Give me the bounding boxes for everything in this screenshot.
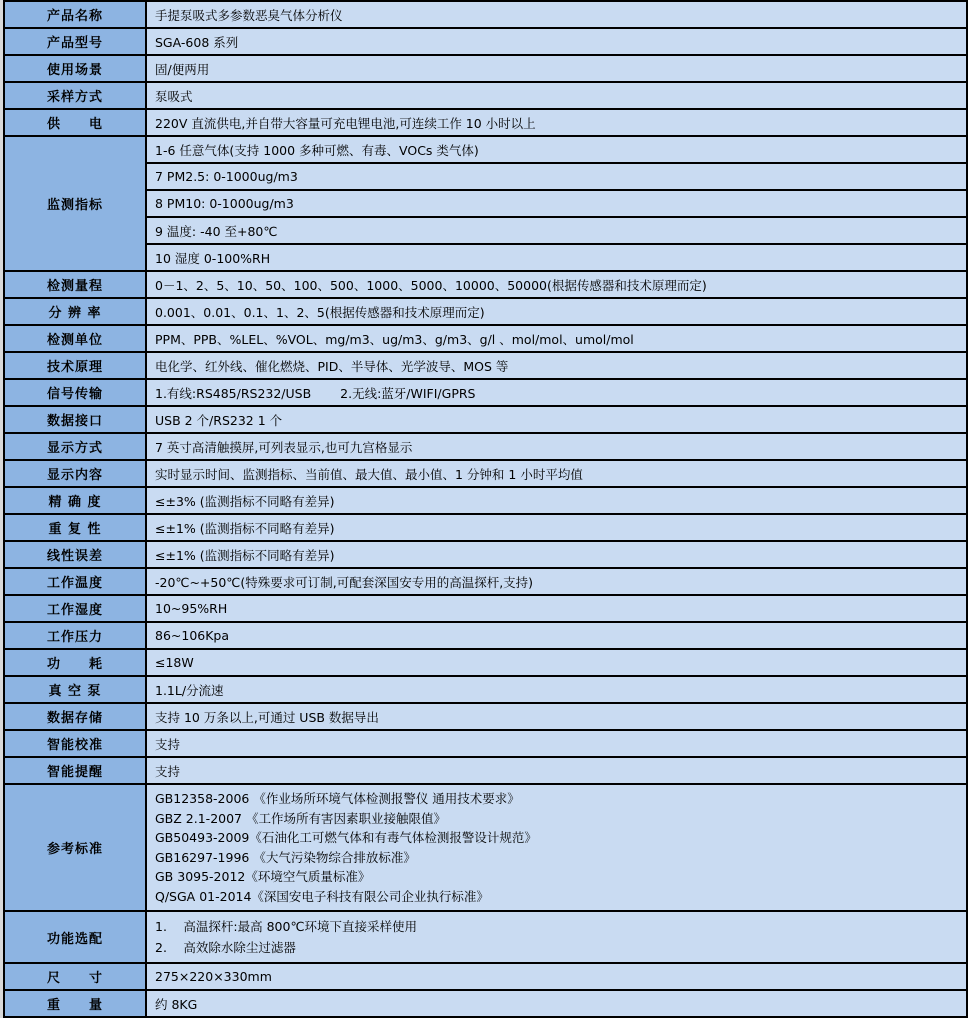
row-usage-scenario	[4, 55, 967, 82]
label-product-name: 产品名称	[4, 1, 146, 28]
value-usage-scenario: 固/便两用	[146, 55, 967, 82]
row-weight	[4, 990, 967, 1017]
product-spec-table	[3, 0, 968, 1018]
row-detection-range	[4, 271, 967, 298]
value-dimensions: 275×220×330mm	[146, 963, 967, 990]
reference-standard-line: GBZ 2.1-2007 《工作场所有害因素职业接触限值》	[155, 810, 446, 826]
label-sampling-method: 采样方式	[4, 82, 146, 109]
reference-standard-line: GB16297-1996 《大气污染物综合排放标准》	[155, 849, 416, 865]
row-display-content	[4, 460, 967, 487]
row-signal-transmission	[4, 379, 967, 406]
row-power-supply	[4, 109, 967, 136]
label-resolution: 分 辨 率	[4, 298, 146, 325]
value-monitoring-indicator-5: 10 湿度 0-100%RH	[146, 244, 967, 271]
row-smart-calibration	[4, 730, 967, 757]
label-detection-range: 检测量程	[4, 271, 146, 298]
value-working-temperature: -20℃~+50℃(特殊要求可订制,可配套深国安专用的高温探杆,支持)	[146, 568, 967, 595]
label-working-humidity: 工作湿度	[4, 595, 146, 622]
label-reference-standards: 参考标准	[4, 784, 146, 911]
reference-standard-line: GB12358-2006 《作业场所环境气体检测报警仪 通用技术要求》	[155, 791, 520, 806]
row-repeatability	[4, 514, 967, 541]
value-data-interface: USB 2 个/RS232 1 个	[146, 406, 967, 433]
value-working-pressure: 86~106Kpa	[146, 622, 967, 649]
value-display-content: 实时显示时间、监测指标、当前值、最大值、最小值、1 分钟和 1 小时平均值	[146, 460, 967, 487]
row-data-storage	[4, 703, 967, 730]
row-technical-principle	[4, 352, 967, 379]
value-repeatability: ≤±1% (监测指标不同略有差异)	[146, 514, 967, 541]
row-monitoring-indicators-1	[4, 136, 967, 163]
value-display-mode: 7 英寸高清触摸屏,可列表显示,也可九宫格显示	[146, 433, 967, 460]
label-weight: 重 量	[4, 990, 146, 1017]
row-monitoring-indicators-4	[4, 217, 967, 244]
reference-standard-line: GB50493-2009《石油化工可燃气体和有毒气体检测报警设计规范》	[155, 830, 537, 845]
label-repeatability: 重 复 性	[4, 514, 146, 541]
value-monitoring-indicator-2: 7 PM2.5: 0-1000ug/m3	[146, 163, 967, 190]
row-dimensions	[4, 963, 967, 990]
reference-standard-line: GB 3095-2012《环境空气质量标准》	[155, 869, 371, 884]
row-working-humidity	[4, 595, 967, 622]
optional-feature-line: 2. 高效除水除尘过滤器	[155, 940, 296, 955]
value-optional-features	[146, 911, 967, 963]
row-smart-reminder	[4, 757, 967, 784]
value-smart-calibration: 支持	[146, 730, 967, 757]
value-monitoring-indicator-4: 9 温度: -40 至+80℃	[146, 217, 967, 244]
value-resolution: 0.001、0.01、0.1、1、2、5(根据传感器和技术原理而定)	[146, 298, 967, 325]
row-resolution	[4, 298, 967, 325]
row-linearity-error	[4, 541, 967, 568]
label-technical-principle: 技术原理	[4, 352, 146, 379]
row-reference-standards	[4, 784, 967, 911]
value-data-storage: 支持 10 万条以上,可通过 USB 数据导出	[146, 703, 967, 730]
row-optional-features	[4, 911, 967, 963]
label-optional-features: 功能选配	[4, 911, 146, 963]
row-monitoring-indicators-5	[4, 244, 967, 271]
row-power-consumption	[4, 649, 967, 676]
label-detection-unit: 检测单位	[4, 325, 146, 352]
row-product-model	[4, 28, 967, 55]
value-sampling-method: 泵吸式	[146, 82, 967, 109]
value-linearity-error: ≤±1% (监测指标不同略有差异)	[146, 541, 967, 568]
row-accuracy	[4, 487, 967, 514]
value-reference-standards	[146, 784, 967, 911]
label-vacuum-pump: 真 空 泵	[4, 676, 146, 703]
label-smart-reminder: 智能提醒	[4, 757, 146, 784]
value-working-humidity: 10~95%RH	[146, 595, 967, 622]
label-accuracy: 精 确 度	[4, 487, 146, 514]
value-accuracy: ≤±3% (监测指标不同略有差异)	[146, 487, 967, 514]
value-detection-unit: PPM、PPB、%LEL、%VOL、mg/m3、ug/m3、g/m3、g/l 、mol/mol、umol/mol	[146, 325, 967, 352]
value-vacuum-pump: 1.1L/分流速	[146, 676, 967, 703]
value-product-model: SGA-608 系列	[146, 28, 967, 55]
label-usage-scenario: 使用场景	[4, 55, 146, 82]
label-power-supply: 供 电	[4, 109, 146, 136]
value-smart-reminder: 支持	[146, 757, 967, 784]
label-display-content: 显示内容	[4, 460, 146, 487]
row-monitoring-indicators-3	[4, 190, 967, 217]
value-product-name: 手提泵吸式多参数恶臭气体分析仪	[146, 1, 967, 28]
label-display-mode: 显示方式	[4, 433, 146, 460]
value-power-supply: 220V 直流供电,并自带大容量可充电锂电池,可连续工作 10 小时以上	[146, 109, 967, 136]
label-data-storage: 数据存储	[4, 703, 146, 730]
label-working-pressure: 工作压力	[4, 622, 146, 649]
row-working-pressure	[4, 622, 967, 649]
value-monitoring-indicator-1: 1-6 任意气体(支持 1000 多种可燃、有毒、VOCs 类气体)	[146, 136, 967, 163]
reference-standard-line: Q/SGA 01-2014《深国安电子科技有限公司企业执行标准》	[155, 888, 489, 904]
label-monitoring-indicators: 监测指标	[4, 136, 146, 271]
value-technical-principle: 电化学、红外线、催化燃烧、PID、半导体、光学波导、MOS 等	[146, 352, 967, 379]
value-power-consumption: ≤18W	[146, 649, 967, 676]
label-dimensions: 尺 寸	[4, 963, 146, 990]
optional-feature-line: 1. 高温探杆:最高 800℃环境下直接采样使用	[155, 919, 417, 934]
value-detection-range: 0－1、2、5、10、50、100、500、1000、5000、10000、50000(根据传感器和技术原理而定)	[146, 271, 967, 298]
row-monitoring-indicators-2	[4, 163, 967, 190]
row-working-temperature	[4, 568, 967, 595]
label-smart-calibration: 智能校准	[4, 730, 146, 757]
row-detection-unit	[4, 325, 967, 352]
row-display-mode	[4, 433, 967, 460]
label-linearity-error: 线性误差	[4, 541, 146, 568]
row-sampling-method	[4, 82, 967, 109]
row-data-interface	[4, 406, 967, 433]
value-signal-transmission: 1.有线:RS485/RS232/USB 2.无线:蓝牙/WIFI/GPRS	[146, 379, 967, 406]
label-product-model: 产品型号	[4, 28, 146, 55]
label-signal-transmission: 信号传输	[4, 379, 146, 406]
value-weight: 约 8KG	[146, 990, 967, 1017]
value-monitoring-indicator-3: 8 PM10: 0-1000ug/m3	[146, 190, 967, 217]
row-product-name	[4, 1, 967, 28]
row-vacuum-pump	[4, 676, 967, 703]
label-data-interface: 数据接口	[4, 406, 146, 433]
label-power-consumption: 功 耗	[4, 649, 146, 676]
label-working-temperature: 工作温度	[4, 568, 146, 595]
